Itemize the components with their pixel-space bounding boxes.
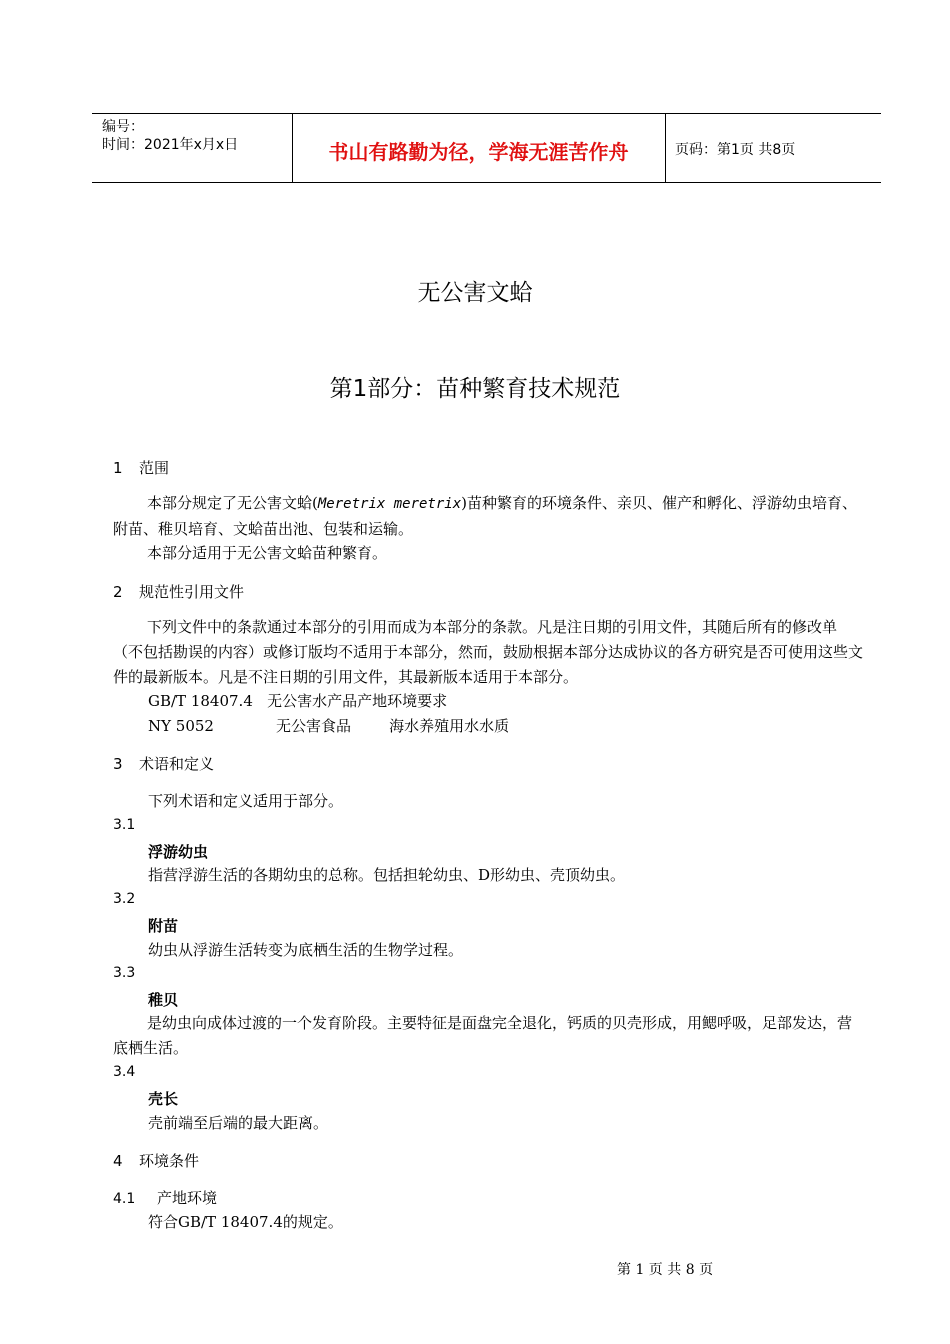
subsection-title: 产地环境 [157, 1189, 218, 1207]
paragraph: 下列术语和定义适用于部分。 [148, 792, 344, 810]
text: )苗种繁育的环境条件、亲贝、催产和孵化、浮游幼虫培育、附苗、稚贝培育、文蛤苗出池、包装和运输。 [113, 494, 858, 538]
date-label: 时间：2021年x月x日 [102, 137, 239, 153]
header-left [102, 118, 238, 154]
term-definition: 指营浮游生活的各期幼虫的总称。包括担轮幼虫、D形幼虫、壳顶幼虫。 [148, 866, 626, 884]
latin-name: Meretrix meretrix [317, 496, 462, 512]
subsection-number: 4.1 [113, 1191, 136, 1207]
document-title: 无公害文蛤 [417, 280, 533, 306]
term-name: 附苗 [148, 917, 179, 935]
reference-item: NY 5052 无公害食品 海水养殖用水水质 [148, 717, 510, 735]
section-heading [113, 581, 244, 602]
section-number: 2 [113, 583, 123, 601]
section-number: 3 [113, 755, 123, 773]
term-name: 浮游幼虫 [148, 843, 209, 861]
header-table [92, 113, 881, 183]
section-number: 1 [113, 459, 123, 477]
paragraph [113, 491, 863, 542]
paragraph: 符合GB/T 18407.4的规定。 [148, 1213, 343, 1231]
section-title: 术语和定义 [139, 755, 215, 773]
section-number: 4 [113, 1152, 123, 1170]
section-title: 规范性引用文件 [139, 583, 245, 601]
section-heading [113, 753, 214, 774]
reference-item: GB/T 18407.4 无公害水产品产地环境要求 [148, 692, 448, 710]
section-heading [113, 1150, 199, 1171]
number-label: 编号： [102, 119, 144, 135]
subsection-heading [113, 1187, 217, 1208]
page-info: 页码：第1页 共8页 [675, 142, 796, 158]
motto: 书山有路勤为径，学海无涯苦作舟 [328, 140, 629, 164]
section-title: 环境条件 [139, 1152, 200, 1170]
page-footer: 第 1 页 共 8 页 [617, 1262, 714, 1278]
term-number: 3.3 [113, 965, 136, 981]
document-subtitle: 第1部分：苗种繁育技术规范 [329, 376, 621, 402]
term-name: 壳长 [148, 1090, 179, 1108]
term-number: 3.4 [113, 1064, 136, 1080]
paragraph: 下列文件中的条款通过本部分的引用而成为本部分的条款。凡是注日期的引用文件，其随后所有的修改单（不包括勘误的内容）或修订版均不适用于本部分，然而，鼓励根据本部分达成协议的各方研究是否可使用这些文件的最新版本。凡是不注日期的引用文件，其最新版本适用于本部分。 [113, 618, 864, 686]
term-definition: 幼虫从浮游生活转变为底栖生活的生物学过程。 [148, 941, 464, 959]
section-heading [113, 457, 169, 478]
term-name: 稚贝 [148, 991, 179, 1009]
term-definition: 壳前端至后端的最大距离。 [148, 1114, 329, 1132]
section-title: 范围 [139, 459, 170, 477]
text: 本部分规定了无公害文蛤( [147, 494, 318, 512]
term-definition: 是幼虫向成体过渡的一个发育阶段。主要特征是面盘完全退化，钙质的贝壳形成，用鳃呼吸，足部发达，营底栖生活。 [113, 1014, 853, 1057]
header-divider [665, 114, 666, 182]
term-number: 3.2 [113, 891, 136, 907]
paragraph: 本部分适用于无公害文蛤苗种繁育。 [147, 544, 388, 562]
term-number: 3.1 [113, 817, 136, 833]
